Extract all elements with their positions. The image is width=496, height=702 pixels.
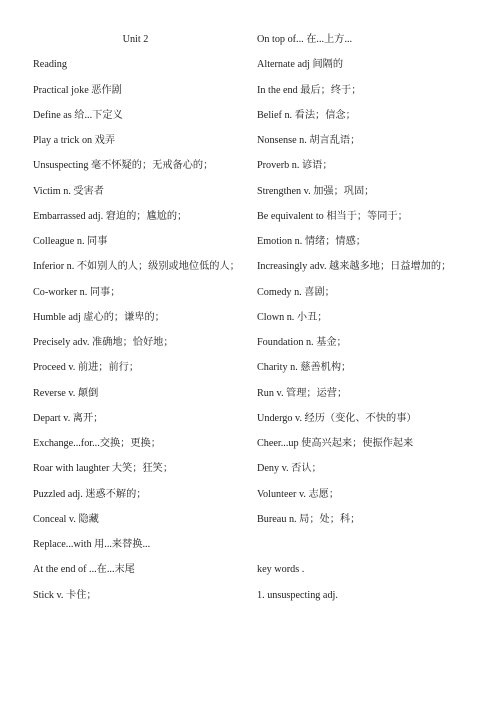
vocab-entry: Clown n. 小丑； <box>257 311 328 323</box>
vocab-entry: Nonsense n. 胡言乱语； <box>257 135 361 146</box>
vocab-entry: Deny v. 否认； <box>257 463 322 475</box>
vocab-entry: Co-worker n. 同事； <box>33 286 121 298</box>
vocab-entry: Run v. 管理；运营； <box>257 387 348 399</box>
vocab-entry: Strengthen v. 加强；巩固； <box>257 185 375 197</box>
vocab-entry: Precisely adv. 准确地；恰好地； <box>33 337 174 348</box>
vocab-entry: Conceal v. 隐藏 <box>33 513 99 525</box>
vocab-entry: Play a trick on 戏弄 <box>33 135 116 146</box>
vocab-column-left <box>33 33 248 614</box>
vocab-entry: Inferior n. 不如别人的人；级别或地位低的人； <box>33 261 240 273</box>
blank-line <box>257 538 493 563</box>
vocab-entry: Foundation n. 基金； <box>257 337 347 348</box>
vocab-entry: Stick v. 卡住； <box>33 589 97 601</box>
vocab-entry: Alternate adj 间隔的 <box>257 59 344 71</box>
vocab-entry: Volunteer v. 志愿； <box>257 488 340 500</box>
vocab-entry: Bureau n. 局；处；科； <box>257 513 361 525</box>
vocab-entry: On top of... 在...上方... <box>257 34 353 45</box>
vocab-entry: Proceed v. 前进；前行； <box>33 362 140 374</box>
key-words-heading: key words . <box>257 564 305 576</box>
vocab-entry: Exchange...for...交换；更换； <box>33 438 161 449</box>
vocab-entry: Charity n. 慈善机构； <box>257 362 352 374</box>
vocab-entry: Define as 给...下定义 <box>33 109 123 121</box>
vocab-entry: Increasingly adv. 越来越多地；日益增加的； <box>257 261 452 273</box>
vocab-entry: Belief n. 看法；信念； <box>257 109 356 121</box>
vocab-entry: In the end 最后；终于； <box>257 84 362 96</box>
unit-title: Unit 2 <box>122 34 149 45</box>
vocab-entry: Depart v. 离开； <box>33 412 104 424</box>
vocab-entry: Puzzled adj. 迷惑不解的； <box>33 488 147 500</box>
vocab-entry: Comedy n. 喜剧； <box>257 286 335 298</box>
key-word-item: 1. unsuspecting adj. <box>257 589 338 601</box>
vocab-entry: Victim n. 受害者 <box>33 185 104 197</box>
vocab-entry: Proverb n. 谚语； <box>257 160 333 172</box>
vocab-entry: Colleague n. 同事 <box>33 236 108 247</box>
vocab-entry: Emotion n. 情绪；情感； <box>257 236 366 247</box>
vocab-column-right <box>257 33 493 614</box>
vocab-entry: At the end of ...在...末尾 <box>33 564 135 576</box>
vocab-entry: Roar with laughter 大笑；狂笑； <box>33 463 174 475</box>
vocab-entry: Unsuspecting 毫不怀疑的；无戒备心的； <box>33 160 214 172</box>
vocab-entry: Reverse v. 颠倒 <box>33 387 99 399</box>
vocab-entry: Embarrassed adj. 窘迫的；尴尬的； <box>33 210 188 222</box>
vocab-entry: Be equivalent to 相当于；等同于； <box>257 210 408 222</box>
vocab-entry: Replace...with 用...来替换... <box>33 539 151 550</box>
vocab-entry: Cheer...up 使高兴起来；使振作起来 <box>257 438 414 449</box>
vocab-entry: Humble adj 虚心的；谦卑的； <box>33 311 165 323</box>
vocab-entry: Practical joke 恶作剧 <box>33 84 122 96</box>
vocab-entry: Reading <box>33 59 67 71</box>
vocab-entry: Undergo v. 经历（变化、不快的事） <box>257 412 417 424</box>
